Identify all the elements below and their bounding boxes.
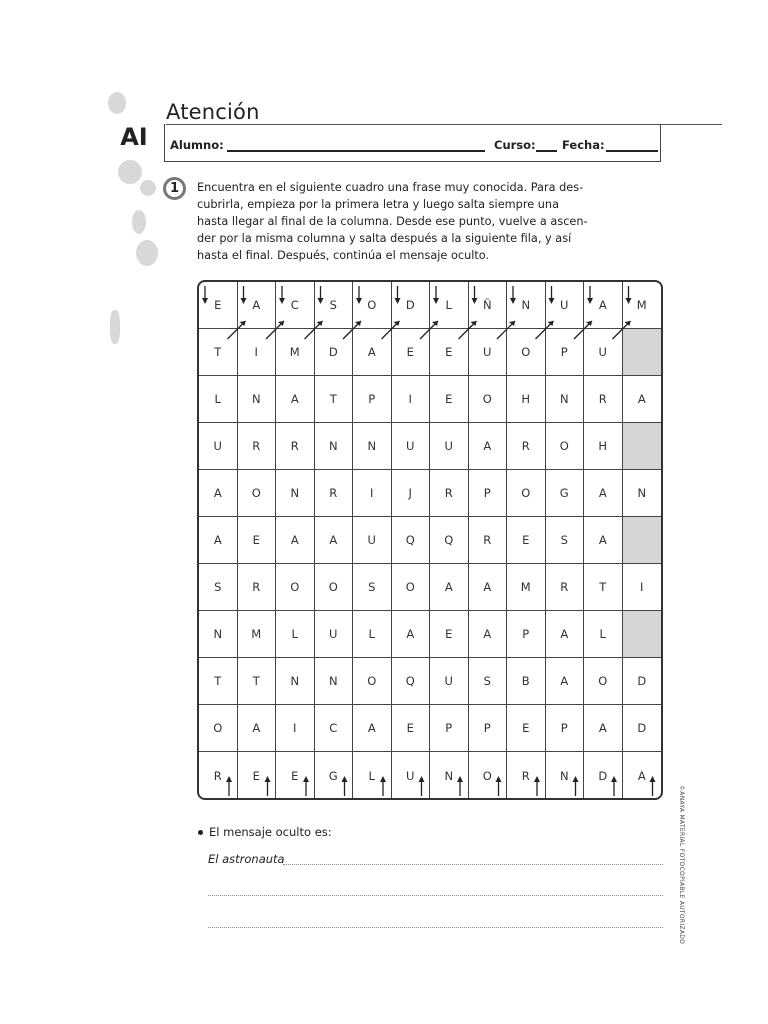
grid-cell: T bbox=[199, 658, 238, 705]
grid-cell: N bbox=[623, 470, 662, 517]
grid-cell: A bbox=[238, 282, 277, 329]
section-badge: AI bbox=[120, 123, 148, 151]
grid-cell: N bbox=[315, 423, 354, 470]
grid-cell: P bbox=[546, 329, 585, 376]
grid-cell: S bbox=[315, 282, 354, 329]
grid-cell: T bbox=[199, 329, 238, 376]
grid-cell: E bbox=[430, 329, 469, 376]
grid-cell: U bbox=[469, 329, 508, 376]
grid-cell: R bbox=[584, 376, 623, 423]
answer-start-text: El astronauta bbox=[208, 852, 285, 866]
grid-cell: A bbox=[637, 768, 646, 783]
grid-cell: A bbox=[353, 705, 392, 752]
grid-cell: N bbox=[276, 658, 315, 705]
grid-cell: P bbox=[507, 611, 546, 658]
grid-cell: E bbox=[430, 611, 469, 658]
answer-line[interactable] bbox=[208, 895, 663, 896]
grid-cell: S bbox=[546, 517, 585, 564]
grid-cell: U bbox=[315, 611, 354, 658]
grid-cell: R bbox=[315, 470, 354, 517]
grid-cell: L bbox=[584, 611, 623, 658]
grid-cell: R bbox=[507, 423, 546, 470]
grid-cell: R bbox=[276, 423, 315, 470]
grid-cell: U bbox=[430, 423, 469, 470]
fecha-field[interactable] bbox=[606, 150, 658, 152]
grid-cell: A bbox=[353, 329, 392, 376]
grid-cell: R bbox=[238, 564, 277, 611]
grid-cell: L bbox=[430, 282, 469, 329]
grid-cell: J bbox=[392, 470, 431, 517]
grid-cell: O bbox=[353, 658, 392, 705]
letter-grid bbox=[197, 280, 663, 800]
grid-cell: E bbox=[392, 329, 431, 376]
grid-cell: P bbox=[353, 376, 392, 423]
grid-cell: S bbox=[199, 564, 238, 611]
grid-cell: N bbox=[546, 376, 585, 423]
grid-cell: N bbox=[238, 376, 277, 423]
answer-label-text: El mensaje oculto es: bbox=[209, 825, 332, 839]
grid-cell bbox=[623, 423, 662, 470]
grid-cell: R bbox=[430, 470, 469, 517]
grid-cell: Q bbox=[430, 517, 469, 564]
grid-cell: C bbox=[276, 282, 315, 329]
grid-cell: I bbox=[276, 705, 315, 752]
grid-cell: P bbox=[546, 705, 585, 752]
grid-cell: A bbox=[584, 517, 623, 564]
grid-cell: R bbox=[469, 517, 508, 564]
grid-cell: A bbox=[315, 517, 354, 564]
grid-cell: H bbox=[507, 376, 546, 423]
grid-cell: U bbox=[430, 658, 469, 705]
grid-cell: D bbox=[623, 658, 662, 705]
grid-cell: O bbox=[469, 752, 508, 799]
grid-cell: I bbox=[353, 470, 392, 517]
grid-cell: C bbox=[315, 705, 354, 752]
grid-cell: U bbox=[353, 517, 392, 564]
grid-cell: N bbox=[353, 423, 392, 470]
grid-cell: H bbox=[584, 423, 623, 470]
decorative-blob bbox=[132, 210, 146, 234]
grid-cell: N bbox=[199, 611, 238, 658]
grid-cell bbox=[623, 611, 662, 658]
grid-cell: A bbox=[276, 376, 315, 423]
activity-number: 1 bbox=[163, 177, 186, 200]
grid-cell: E bbox=[238, 517, 277, 564]
grid-cell: A bbox=[469, 423, 508, 470]
grid-cell: R bbox=[507, 752, 546, 799]
instruction-line: Encuentra en el siguiente cuadro una frase muy conocida. Para des- bbox=[197, 181, 584, 194]
grid-cell: A bbox=[546, 658, 585, 705]
grid-cell: Q bbox=[392, 658, 431, 705]
instruction-line: hasta el final. Después, continúa el mensaje oculto. bbox=[197, 249, 490, 262]
curso-label: Curso: bbox=[494, 138, 536, 152]
grid-cell: E bbox=[507, 517, 546, 564]
grid-cell: O bbox=[584, 658, 623, 705]
grid-cell: A bbox=[392, 611, 431, 658]
grid-cell: U bbox=[199, 423, 238, 470]
decorative-blob bbox=[118, 160, 142, 184]
instruction-line: der por la misma columna y salta después a la siguiente fila, y así bbox=[197, 232, 572, 245]
grid-cell: L bbox=[353, 611, 392, 658]
answer-line[interactable] bbox=[208, 927, 663, 928]
grid-cell: D bbox=[392, 282, 431, 329]
grid-cell: E bbox=[430, 376, 469, 423]
answer-line[interactable] bbox=[283, 864, 663, 865]
grid-cell: A bbox=[584, 470, 623, 517]
grid-cell: O bbox=[238, 470, 277, 517]
grid-cell: D bbox=[315, 329, 354, 376]
grid-cell: N bbox=[315, 658, 354, 705]
grid-cell: S bbox=[353, 564, 392, 611]
decorative-blob bbox=[110, 310, 120, 344]
grid-cell: S bbox=[469, 658, 508, 705]
instructions bbox=[197, 179, 597, 264]
grid-cell: E bbox=[199, 282, 238, 329]
letter-grid-cells bbox=[199, 282, 661, 799]
grid-cell: O bbox=[353, 282, 392, 329]
grid-cell: A bbox=[199, 470, 238, 517]
grid-cell: Ñ bbox=[469, 282, 508, 329]
answer-label bbox=[198, 825, 332, 839]
grid-cell: E bbox=[507, 705, 546, 752]
grid-cell: I bbox=[392, 376, 431, 423]
grid-cell: U bbox=[584, 329, 623, 376]
grid-cell: L bbox=[353, 752, 392, 799]
grid-cell: A bbox=[623, 376, 662, 423]
grid-cell: R bbox=[238, 423, 277, 470]
grid-cell: O bbox=[392, 564, 431, 611]
grid-cell: O bbox=[276, 564, 315, 611]
grid-cell: D bbox=[584, 752, 623, 799]
grid-cell: T bbox=[238, 658, 277, 705]
grid-cell: N bbox=[430, 752, 469, 799]
grid-cell: N bbox=[276, 470, 315, 517]
decorative-blob bbox=[140, 180, 156, 196]
grid-cell: A bbox=[276, 517, 315, 564]
instruction-line: hasta llegar al final de la columna. Desde ese punto, vuelve a ascen- bbox=[197, 215, 588, 228]
grid-cell: P bbox=[469, 705, 508, 752]
grid-cell bbox=[623, 517, 662, 564]
decorative-blob bbox=[108, 92, 126, 114]
grid-cell: E bbox=[276, 752, 315, 799]
grid-cell: A bbox=[584, 705, 623, 752]
alumno-label: Alumno: bbox=[170, 138, 224, 152]
page-title: Atención bbox=[166, 100, 260, 124]
grid-cell: N bbox=[507, 282, 546, 329]
grid-cell: U bbox=[392, 423, 431, 470]
grid-cell: A bbox=[199, 517, 238, 564]
grid-cell: O bbox=[546, 423, 585, 470]
grid-cell: I bbox=[623, 564, 662, 611]
grid-cell: R bbox=[199, 752, 238, 799]
fecha-label: Fecha: bbox=[562, 138, 605, 152]
grid-cell bbox=[623, 329, 662, 376]
grid-cell: O bbox=[199, 705, 238, 752]
grid-cell: M bbox=[238, 611, 277, 658]
grid-cell: M bbox=[507, 564, 546, 611]
grid-cell: U bbox=[392, 752, 431, 799]
grid-cell: A bbox=[469, 564, 508, 611]
grid-cell: E bbox=[392, 705, 431, 752]
alumno-field[interactable] bbox=[227, 150, 485, 152]
decorative-blob bbox=[136, 240, 158, 266]
grid-cell: A bbox=[584, 282, 623, 329]
grid-cell: B bbox=[507, 658, 546, 705]
grid-cell: O bbox=[507, 329, 546, 376]
grid-cell: M bbox=[276, 329, 315, 376]
grid-cell: I bbox=[238, 329, 277, 376]
grid-cell: Q bbox=[392, 517, 431, 564]
grid-cell: E bbox=[238, 752, 277, 799]
grid-cell: A bbox=[238, 705, 277, 752]
grid-cell: G bbox=[315, 752, 354, 799]
grid-cell: G bbox=[546, 470, 585, 517]
instruction-line: cubrirla, empieza por la primera letra y luego salta siempre una bbox=[197, 198, 560, 211]
grid-cell: P bbox=[469, 470, 508, 517]
grid-cell: D bbox=[623, 705, 662, 752]
bullet-icon bbox=[198, 830, 203, 835]
grid-cell: O bbox=[507, 470, 546, 517]
copyright-note: ©ANAYA MATERIAL FOTOCOPIABLE AUTORIZADO bbox=[678, 785, 685, 945]
grid-cell: A bbox=[469, 611, 508, 658]
grid-cell: A bbox=[430, 564, 469, 611]
grid-cell: A bbox=[546, 611, 585, 658]
grid-cell: L bbox=[199, 376, 238, 423]
grid-cell: T bbox=[315, 376, 354, 423]
grid-cell: O bbox=[469, 376, 508, 423]
grid-cell: N bbox=[546, 752, 585, 799]
curso-field[interactable] bbox=[536, 150, 557, 152]
grid-cell: L bbox=[276, 611, 315, 658]
grid-cell: O bbox=[315, 564, 354, 611]
grid-cell: T bbox=[584, 564, 623, 611]
grid-cell: P bbox=[430, 705, 469, 752]
grid-cell: R bbox=[546, 564, 585, 611]
grid-cell: M bbox=[623, 282, 662, 329]
grid-cell: U bbox=[546, 282, 585, 329]
